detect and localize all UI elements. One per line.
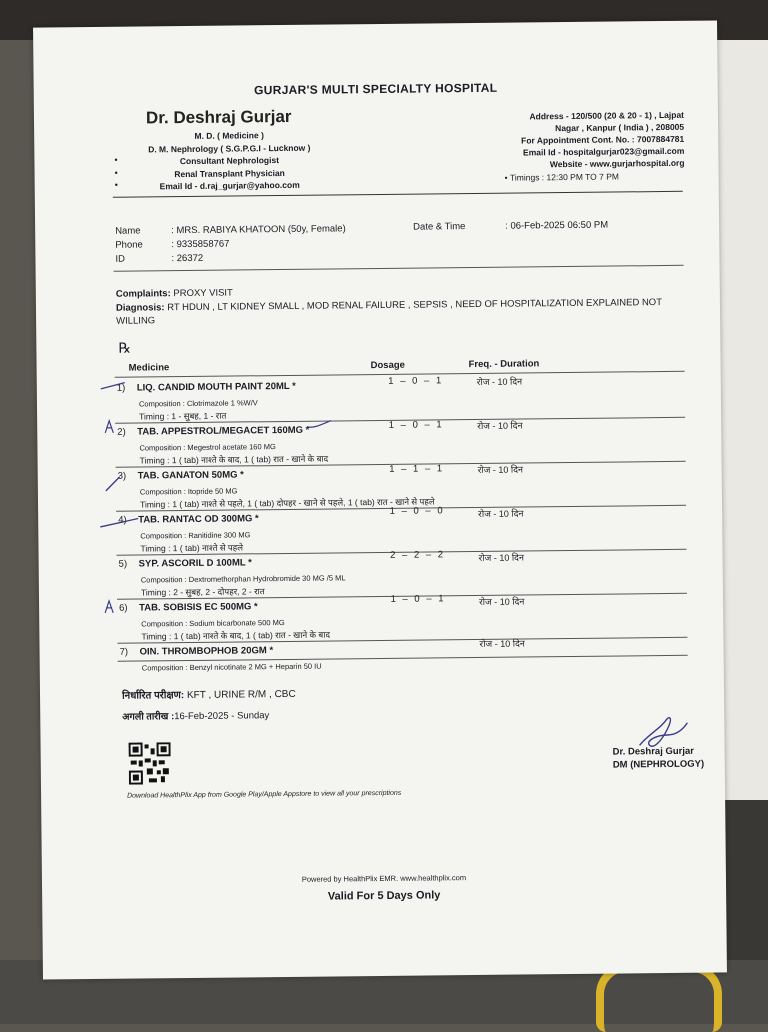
- medicine-dosage: 1 – 0 – 0: [389, 505, 445, 517]
- rx-icon: ℞: [118, 340, 132, 357]
- medicine-frequency: रोज - 10 दिन: [478, 552, 524, 563]
- dosage-header: Dosage: [370, 359, 405, 372]
- medicine-frequency: रोज - 10 दिन: [476, 376, 523, 387]
- address-line: Email Id - hospitalgurjar023@gmail.com: [522, 145, 685, 158]
- medicine-composition: Composition : Itopride 50 MG: [139, 486, 238, 497]
- patient-name: : MRS. RABIYA KHATOON (50y, Female): [171, 223, 346, 237]
- medicine-composition: Composition : Dextromethorphan Hydrobromide 30 MG /5 ML: [140, 573, 346, 585]
- visit-datetime: : 06-Feb-2025 06:50 PM: [505, 219, 609, 232]
- medicine-frequency: रोज - 10 दिन: [479, 596, 525, 607]
- medicine-number: 5): [118, 558, 128, 570]
- medicine-number: 1): [116, 382, 126, 394]
- next-visit-value: 16-Feb-2025 - Sunday: [174, 710, 270, 723]
- prescription-sheet: [33, 20, 727, 979]
- medicine-frequency: रोज - 10 दिन: [477, 464, 524, 475]
- medicine-number: 3): [117, 470, 127, 482]
- medicine-header: Medicine: [128, 362, 170, 374]
- tests-value: KFT , URINE R/M , CBC: [184, 688, 296, 702]
- address-line: Website - www.gurjarhospital.org: [549, 157, 685, 170]
- credential-line: Renal Transplant Physician: [174, 167, 285, 179]
- credential-line: M. D. ( Medicine ): [194, 130, 264, 141]
- medicine-timing: Timing : 1 ( tab) नाश्ते के बाद, 1 ( tab) रात - खाने के बाद: [139, 453, 329, 466]
- medicine-name: TAB. SOBISIS EC 500MG *: [139, 601, 258, 614]
- address-line: Nagar , Kanpur ( India ) , 208005: [555, 121, 685, 134]
- medicine-dosage: 1 – 1 – 1: [389, 463, 445, 475]
- validity-note: Valid For 5 Days Only: [327, 889, 441, 903]
- medicine-name: TAB. APPESTROL/MEGACET 160MG *: [137, 424, 310, 438]
- diagnosis: [116, 296, 696, 328]
- medicine-dosage: 1 – 0 – 1: [388, 375, 444, 387]
- medicine-name: LIQ. CANDID MOUTH PAINT 20ML *: [136, 380, 296, 394]
- medicine-number: 2): [117, 426, 126, 438]
- doctor-credentials: [104, 128, 355, 193]
- powered-by: Powered by HealthPlix EMR. www.healthplix.com: [301, 873, 467, 884]
- hospital-address: [464, 109, 685, 171]
- medicine-name: OIN. THROMBOPHOB 20GM *: [139, 645, 274, 658]
- next-visit-label: अगली तारीख :: [122, 711, 175, 723]
- medicine-composition: Composition : Megestrol acetate 160 MG: [139, 442, 276, 453]
- complaints-value: PROXY VISIT: [170, 287, 233, 300]
- medicine-frequency: रोज - 10 दिन: [478, 508, 524, 519]
- medicine-dosage: 1 – 0 – 1: [390, 593, 446, 605]
- credential-line: Consultant Nephrologist: [179, 155, 280, 167]
- medicine-timing: Timing : 1 ( tab) नाश्ते से पहले: [140, 542, 244, 554]
- medicine-timing: Timing : 2 - सुबह, 2 - दोपहर, 2 - रात: [140, 586, 265, 598]
- qr-code-icon: [129, 742, 171, 784]
- download-app-note: Download HealthPlix App from Google Play/Apple Appstore to view all your prescriptions: [127, 789, 402, 800]
- bullet-icon: •: [114, 167, 118, 178]
- medicine-name: TAB. GANATON 50MG *: [137, 469, 244, 482]
- complaints: [116, 288, 233, 300]
- credential-line: Email Id - d.raj_gurjar@yahoo.com: [159, 179, 300, 192]
- medicine-number: 4): [118, 514, 127, 526]
- datetime-label: Date & Time: [413, 221, 466, 233]
- address-line: For Appointment Cont. No. : 7007884781: [521, 133, 685, 146]
- frequency-header: Freq. - Duration: [468, 358, 540, 371]
- next-visit: [122, 708, 269, 723]
- medicine-number: 7): [119, 646, 129, 658]
- signature-block: [613, 745, 705, 772]
- medicine-frequency: रोज - 10 दिन: [477, 420, 523, 431]
- tests-label: निर्धारित परीक्षण:: [121, 690, 185, 702]
- name-label: Name: [115, 225, 141, 237]
- medicine-number: 6): [119, 602, 128, 614]
- hospital-name: GURJAR'S MULTI SPECIALTY HOSPITAL: [254, 80, 498, 98]
- credential-line: D. M. Nephrology ( S.G.P.G.I - Lucknow ): [148, 142, 311, 154]
- medicine-timing: Timing : 1 ( tab) नाश्ते से पहले, 1 ( tab) दोपहर - खाने से पहले, 1 ( tab) रात - खाने से पहले: [139, 496, 435, 510]
- medicine-timing: Timing : 1 - सुबह, 1 - रात: [139, 410, 227, 422]
- phone-label: Phone: [115, 239, 143, 251]
- id-label: ID: [115, 253, 126, 265]
- scissors-handle: [596, 964, 722, 1032]
- signing-degree: DM (NEPHROLOGY): [612, 758, 705, 771]
- medicine-dosage: 2 – 2 – 2: [390, 549, 446, 561]
- diagnosis-value: RT HDUN , LT KIDNEY SMALL , MOD RENAL FAILURE , SEPSIS , NEED OF HOSPITALIZATION EXPLAINED NOT WILLING: [116, 297, 662, 327]
- medicine-frequency: रोज - 10 दिन: [479, 638, 525, 649]
- patient-phone: : 9335858767: [171, 238, 230, 251]
- bullet-icon: •: [114, 154, 118, 165]
- bullet-icon: •: [114, 179, 118, 190]
- bullet-icon: •: [504, 172, 511, 183]
- timings-text: Timings : 12:30 PM TO 7 PM: [509, 171, 619, 183]
- medicine-dosage: 1 – 0 – 1: [388, 419, 444, 431]
- medicine-name: TAB. RANTAC OD 300MG *: [138, 513, 259, 526]
- medicine-composition: Composition : Benzyl nicotinate 2 MG + Heparin 50 IU: [141, 661, 322, 673]
- complaints-label: Complaints:: [115, 288, 171, 300]
- pen-marks-icon: [97, 374, 159, 555]
- doctor-name: Dr. Deshraj Gurjar: [145, 106, 292, 128]
- diagnosis-label: Diagnosis:: [115, 302, 165, 314]
- medicine-composition: Composition : Clotrimazole 1 %W/V: [138, 398, 258, 409]
- medicine-name: SYP. ASCORIL D 100ML *: [138, 557, 252, 570]
- pen-tick-icon: [305, 418, 335, 432]
- pen-mark-icon: [101, 597, 121, 617]
- signing-doctor: Dr. Deshraj Gurjar: [612, 745, 695, 758]
- medicine-composition: Composition : Ranitidine 300 MG: [140, 530, 251, 541]
- prescribed-tests: [122, 686, 296, 702]
- medicine-composition: Composition : Sodium bicarbonate 500 MG: [141, 618, 285, 629]
- medicine-timing: Timing : 1 ( tab) नाश्ते के बाद, 1 ( tab) रात - खाने के बाद: [141, 629, 331, 642]
- patient-id: : 26372: [171, 252, 204, 265]
- address-line: Address - 120/500 (20 & 20 - 1) , Lajpat: [529, 109, 685, 122]
- clinic-timings: [505, 171, 619, 182]
